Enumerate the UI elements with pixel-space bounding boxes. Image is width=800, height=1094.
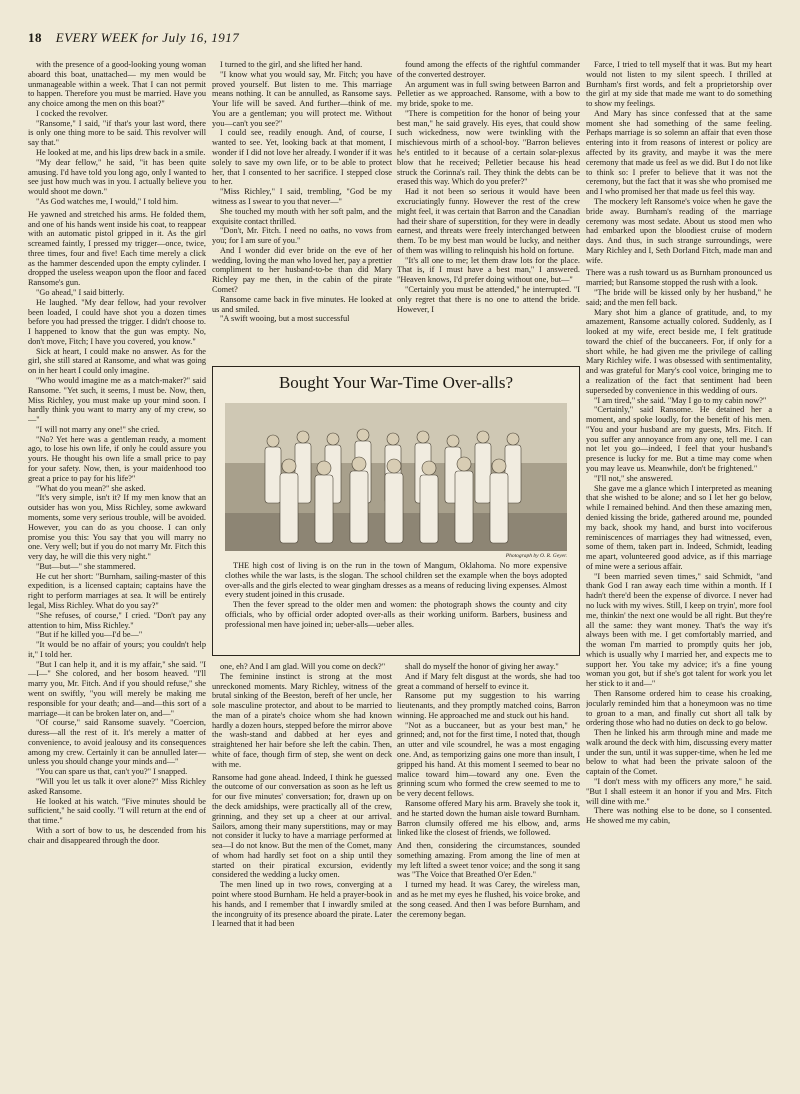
column-3-bottom	[397, 662, 580, 1082]
paragraph: He looked at me, and his lips drew back in a smile.	[36, 148, 206, 158]
inset-box	[212, 366, 580, 656]
paragraph: "It's very simple, isn't it? If my men know that an outsider has won you, Miss Richley, some awkward moments, some very serious trouble, will be avoided. However, you can do as you choose. I can only promise you this: You say that you will marry no one. Very well; but if you do not marry Mr. Fitch this very day, he will die this very night."	[28, 493, 206, 562]
col4-bottom	[586, 268, 772, 826]
paragraph: And Mary has since confessed that at the same moment she had something of the same feeling. Perhaps marriage is so solemn an affair that even those entering into it from reasons of interest or policy are affected by its gravity, and maybe it was the mere ceremony that made us feel as we did. But I do not like to think so: I prefer to believe that it was not the ceremony, but the fact that it was she who promised me and I who promised her that made us feel this way.	[586, 108, 772, 197]
paragraph: "Certainly you must be attended," he interrupted. "I only regret that there is no one to attend the bride. However, I	[397, 284, 580, 314]
paragraph: "Will you let us talk it over alone?" Miss Richley asked Ransome.	[28, 777, 206, 796]
col4-top	[586, 60, 772, 265]
paragraph: The mockery left Ransome's voice when he gave the bride away. Burnham's reading of the marriage ceremony was most sedate. About us stood men who had embarked upon the bloodiest cruise of modern days. And thus, in such strange surroundings, were Mary Richley and I, Seth Dorland Fitch, made man and wife.	[586, 196, 772, 265]
inset-title: Bought Your War-Time Over-alls?	[278, 373, 514, 392]
col1-bottom	[28, 210, 206, 846]
paragraph: "Of course," said Ransome suavely. "Coercion, duress—all the rest of it. It's merely a matter of convenience, to avoid jealousy and its consequences among my crew. Certainly it can be annulled later—unless you should change your minds and—"	[28, 718, 206, 767]
paragraph: There was a rush toward us as Burnham pronounced us married; but Ransome stopped the rush with a look.	[586, 268, 772, 288]
photo-credit: Photograph by O. R. Geyer.	[505, 553, 567, 559]
paragraph: "I don't mess with my officers any more," he said. "But I shall esteem it an honor if you and Mrs. Fitch will dine with me."	[586, 777, 772, 806]
paragraph: He laughed. "My dear fellow, had your revolver been loaded, I could have shot you a dozen times before you had pressed the trigger. I didn't choose to. I happened to know that the gun was empty. No, don't move, Fitch; I have you covered, you know."	[28, 297, 206, 346]
paragraph: Farce, I tried to tell myself that it was. But my heart would not listen to my silent speech. I thrilled at Burnham's first words, and felt a proprietorship over the girl at my side that made me want to do something to show my feelings.	[586, 60, 772, 109]
paragraph: And then, considering the circumstances, sounded something amazing. From among the line of men at my left lifted a sweet tenor voice; and the song it sang was "The Voice that Breathed O'er Eden."	[397, 841, 580, 880]
paragraph: Then the fever spread to the older men and women: the photograph shows the county and city officials, who by official order adopted over-alls as their working uniform. Barbers, business and professional men have joined in; ueber-alls—ueber alles.	[225, 600, 567, 629]
paragraph: "A swift wooing, but a most successful	[220, 314, 350, 324]
paragraph: Ransome offered Mary his arm. Bravely she took it, and he started down the human aisle toward Burnham. Barron clumsily offered me his elbow, and, arms linked like the closest of friends, we followed.	[397, 798, 580, 838]
paragraph: "I will not marry any one!" she cried.	[36, 424, 160, 434]
paragraph: "Go ahead," I said bitterly.	[36, 287, 125, 297]
paragraph: The men lined up in two rows, converging at a point where stood Burnham. He held a prayer-book in his hands, and I remember that I inwardly smiled at the incongruity of its presence aboard the pirate. Later I learned that it had been	[212, 880, 392, 929]
paragraph: with the presence of a good-looking young woman aboard this boat, unattached— my men would be unmanageable within a week. That I can not permit to happen. Therefore you must be married. Have you any choice among the men on this boat?"	[28, 60, 206, 109]
paragraph: Ransome came back in five minutes. He looked at us and smiled.	[212, 294, 392, 314]
col3b-top	[397, 662, 580, 838]
paragraph: With a sort of bow to us, he descended from his chair and disappeared through the door.	[28, 825, 206, 845]
column-2-top	[212, 60, 392, 362]
paragraph: "Certainly," said Ransome. He detained her a moment, and spoke loudly, for the benefit of his men. "You and your husband are my guests, Mrs. Fitch. If you suffer any annoyance from any one, tell me. I can not let you go—indeed, I feel that your husband's presence is lucky for me. But a time may come when you may leave us. Meanwhile, don't be frightened."	[586, 405, 772, 474]
paragraph: The feminine instinct is strong at the most unreckoned moments. Mary Richley, witness of the brutal sinking of the Beeston, bereft of her uncle, her sole masculine protector, and about to be married to the man of a pirate's choice whom she had known hardly a dozen hours, stepped before the mirror above the wash-stand and dabbed at her eyes and straightened her hair before she left the cabin. Then, white of face, though firm of step, she went on deck with me.	[212, 671, 392, 769]
column-2-bottom	[212, 662, 392, 1082]
paragraph: He looked at his watch. "Five minutes should be sufficient," he said coolly. "I will return at the end of that time."	[28, 796, 206, 826]
paragraph: "Miss Richley," I said, trembling, "God be my witness as I swear to you that never—"	[212, 187, 392, 206]
inset-text	[225, 561, 567, 630]
paragraph: I could see, readily enough. And, of course, I wanted to see. Yet, looking back at that moment, I wonder if I did not love her already. I wonder if it was solely to save my own life, or to be able to protect her, that I consented to her sacrifice. I stepped close to her.	[212, 128, 392, 187]
running-title: EVERY WEEK for July 16, 1917	[55, 30, 240, 45]
paragraph: "No? Yet here was a gentleman ready, a moment ago, to lose his own life, if only he could assure you yours. He thought his own life a small price to pay for your safety. Now, then, is your maidenhood too great a price to pay for his life?"	[28, 434, 206, 483]
paragraph: I turned to the girl, and she lifted her hand.	[220, 60, 363, 69]
paragraph: shall do myself the honor of giving her away."	[405, 662, 559, 671]
paragraph: Mary shot him a glance of gratitude, and, to my amazement, Ransome actually colored. Suddenly, as I looked at my wife, erect beside me, I felt gratitude toward the chief of the buccaneers. For, if only for a short while, he had given me the privilege of calling Mary Richley wife. I was obsessed with sentimentality, and was grateful for Mary's cool voice, bringing me to a realization of the fact that sentiment had been superseded by convenience in this wedding of ours.	[586, 307, 772, 395]
paragraph: Ransome had gone ahead. Indeed, I think he guessed the outcome of our conversation as soon as he left us for our five minutes' conversation; for, drawn up on the deck amidships, were practically all of the crew, grinning, and they set up a cheer at our arrival. Sailors, among their many superstitions, may or may not consider it lucky to have a marriage performed at sea—I do not know. But the men of the Comet, many of whom had hardly set foot on a ship until they started on their piratical excursion, evidently considered the wedding a lucky omen.	[212, 772, 392, 880]
paragraph: And I wonder did ever bride on the eve of her wedding, loving the man who loved her, pay a prettier compliment to her husband-to-be than did Mary Richley pay me then, in the cabin of the pirate Comet?	[212, 245, 392, 294]
paragraph: "Don't, Mr. Fitch. I need no oaths, no vows from you; for I am sure of you."	[212, 226, 392, 246]
paragraph: "I know what you would say, Mr. Fitch; you have proved yourself. But listen to me. This marriage means nothing. It can be annulled, as Ransome says. Your life will be saved. And further—think of me. You are a gentleman; you will protect me. Without you—can't you see?"	[212, 69, 392, 128]
column-4	[586, 60, 772, 1080]
paragraph: And if Mary felt disgust at the words, she had too great a command of herself to evince it.	[397, 671, 580, 691]
paragraph: Then he linked his arm through mine and made me walk around the deck with him, discussing every matter under the sun, until it was supper-time, when he led me below to what had been the private saloon of the captain of the Comet.	[586, 728, 772, 777]
paragraph: He yawned and stretched his arms. He folded them, and one of his hands went inside his coat, to reappear with an automatic pistol gripped in it. As the girl screamed faintly, I pressed my trigger—once, twice, three times, four and five! Each time merely a click as the hammer descended upon the empty cylinder. I dropped the useless weapon upon the floor and faced Ransome's gun.	[28, 209, 206, 288]
col2b-top	[212, 662, 392, 770]
column-3-top	[397, 60, 580, 362]
paragraph: "The bride will be kissed only by her husband," he said; and the men fell back.	[586, 287, 772, 307]
col3b-bottom	[397, 841, 580, 919]
paragraph: THE high cost of living is on the run in the town of Mangum, Oklahoma. No more expensive clothes while the war lasts, is the slogan. The school children set the example when the boys adopted over-alls and the girls elected to wear gingham dresses as a means of reducing living expenses. Almost every student joined in this crusade.	[225, 561, 567, 600]
paragraph: She touched my mouth with her soft palm, and the exquisite contact thrilled.	[212, 206, 392, 226]
paragraph: Then Ransome ordered him to cease his croaking, jocularly reminded him that a honeymoon was no time to groan to a man, and finally cut short all talk by ordering those who had no duties on deck to go below.	[586, 689, 772, 728]
paragraph: She gave me a glance which I interpreted as meaning that she wished to be alone; and so I let her go below, while I remained behind. And then these amazing men, denied kissing the bride, gathered around me, pounded my back, shook my hand, and burst into vociferous reminiscences of marriages they had witnessed, even, some of them, taken part in. Indeed, Schmidt, leading me apart, volunteered good advice, as if this marriage of mine were a serious affair.	[586, 483, 772, 571]
page-number: 18	[28, 30, 42, 45]
paragraph: "It's all one to me; let them draw lots for the place. That is, if I must have a best man," I answered. "Heaven knows, I'd prefer doing without one, but—"	[397, 255, 580, 285]
paragraph: There was nothing else to be done, so I consented. He showed me my cabin,	[586, 806, 772, 826]
paragraph: one, eh? And I am glad. Will you come on deck?"	[220, 662, 386, 671]
paragraph: "There is competition for the honor of being your best man," he said gravely. His eyes, that could show such wickedness, now were twinkling with the mischievous mirth of a school-boy. "Barron believes he's entitled to it because of a certain solar-plexus blow that he received; Pelletier because his head struck the Corinna's rail. They think the debts can be erased this way. Which do you prefer?"	[397, 108, 580, 187]
running-header	[28, 30, 772, 48]
paragraph: "Ransome," I said, "if that's your last word, there is only one thing more to be said. This revolver will say that."	[28, 118, 206, 148]
paragraph: "Who would imagine me as a match-maker?" said Ransome. "Yet such, it seems, I must be. Now, then, Miss Richley, you must make up your mind soon. I hardly think you want to marry any of my crew, so—"	[28, 376, 206, 425]
paragraph: "I'll not," she answered.	[594, 473, 674, 483]
paragraph: "Not as a buccaneer, but as your best man," he grinned; and, not for the first time, I noted that, though an utter and vile scoundrel, he was a most engaging one. And, as temporizing gains one more than insult, I gripped his hand. At this moment I seemed to bear no malice toward him—toward any one. Even the grinning scum who formed the crew seemed to me to be very decent fellows.	[397, 720, 580, 799]
paragraph: "What do you mean?" she asked.	[36, 483, 146, 493]
paragraph: "But—but—" she stammered.	[36, 561, 136, 571]
group-photograph	[225, 403, 567, 551]
col1-top	[28, 60, 206, 207]
paragraph: Had it not been so serious it would have been excruciatingly funny. However the rest of the crew might feel, it was certain that Barron and the Canadian had their share of superstition, for they were in deadly earnest, and threats were freely interchanged between them. To be my best man would be lucky, and neither of them was willing to relinquish his hold on fortune.	[397, 187, 580, 255]
paragraph: I cocked the revolver.	[36, 108, 108, 118]
paragraph: "I been married seven times," said Schmidt, "and thank God I ran away each time within a month. If I hadn't there'd been the expense of divorce. I never had no luck with my wives. Still, I keep on tryin', more fool me, thinkin' the next one would be all right. But they're all the same: they want money. That's the way it's always been with me. I get comfortably married, and the woman I'm married to promptly quits her job, which is usually why I married her, and expects me to support her. You take my advice; it's a fine young woman you got, but if she's got talent for work you let her stick to it and—"	[586, 571, 772, 689]
paragraph: He cut her short: "Burnham, sailing-master of this expedition, is a licensed captain; captains have the right to perform marriages at sea. It will be entirely legal, Miss Richley. What do you say?"	[28, 571, 206, 610]
column-1	[28, 60, 206, 1080]
col2b-bottom	[212, 773, 392, 930]
paragraph: "It would be no affair of yours; you couldn't help it," I told her.	[28, 640, 206, 659]
paragraph: "My dear fellow," he said, "it has been quite amusing. I'd have told you long ago, only I wanted to see just how much was in you. I actually believe you would shoot me down."	[28, 157, 206, 197]
paragraph: I turned my head. It was Carey, the wireless man, and as he met my eyes he flushed, his voice broke, and the song ceased. And then I was before Burnham, and the ceremony began.	[397, 880, 580, 919]
paragraph: "But if he killed you—I'd be—"	[36, 630, 143, 640]
paragraph: "As God watches me, I would," I told him.	[36, 196, 179, 206]
paragraph: Sick at heart, I could make no answer. As for the girl, she still stared at Ransome, and what was going on in her heart I could only imagine.	[28, 346, 206, 376]
paragraph: An argument was in full swing between Barron and Pelletier as we approached. Ransome, with a bow to my bride, spoke to me.	[397, 79, 580, 109]
paragraph: "She refuses, of course," I cried. "Don't pay any attention to him, Miss Richley."	[28, 610, 206, 630]
paragraph: "I am tired," she said. "May I go to my cabin now?"	[594, 395, 767, 405]
paragraph: found among the effects of the rightful commander of the converted destroyer.	[397, 60, 580, 79]
paragraph: "You can spare us that, can't you?" I snapped.	[36, 767, 188, 777]
paragraph: Ransome put my suggestion to his warring lieutenants, and they promptly matched coins, Barron winning. He approached me and stuck out his hand.	[397, 691, 580, 720]
paragraph: "But I can help it, and it is my affair," she said. "I—I—" She colored, and her bosom heaved. "I'll marry you, Mr. Fitch. And if you should refuse," she went on swiftly, "you will merely be making me responsible for your death; and—and—this sort of a marriage—it can be broken later on, and—"	[28, 659, 206, 718]
